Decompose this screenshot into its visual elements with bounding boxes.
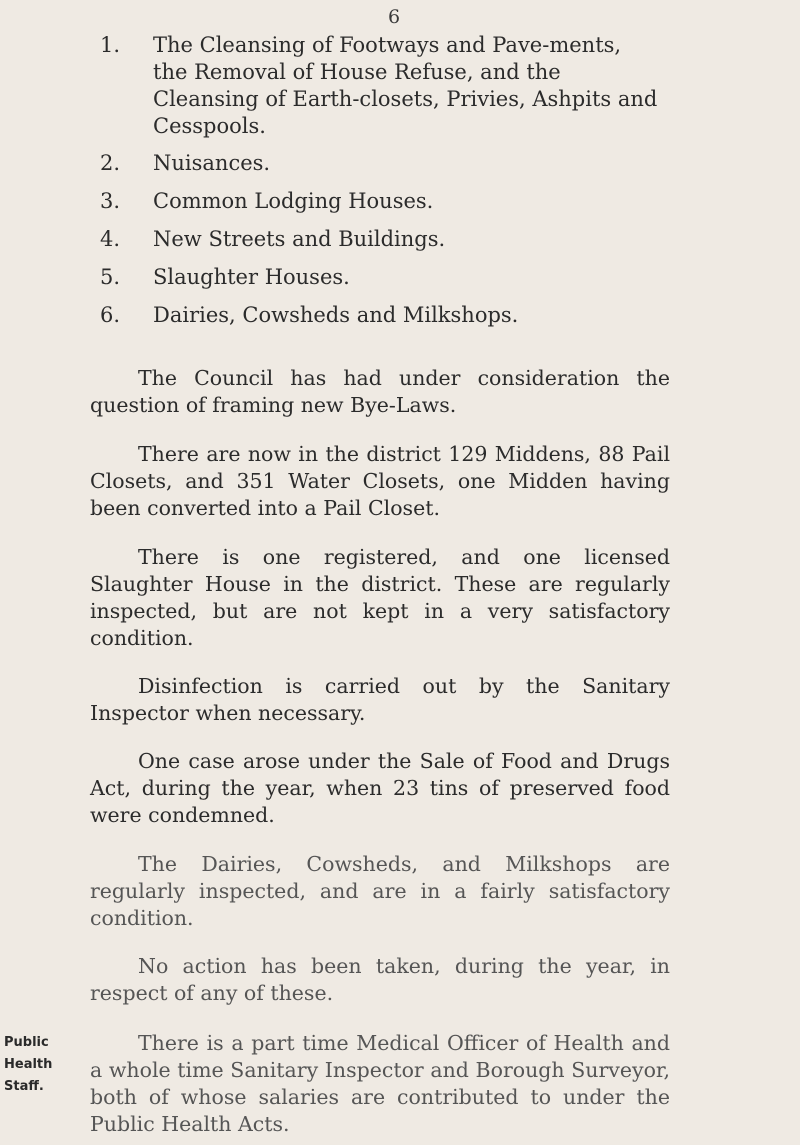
list-item-text: Common Lodging Houses.	[153, 189, 434, 213]
list-item-number: 3.	[100, 189, 121, 213]
list-item-number: 4.	[100, 227, 121, 251]
list-item-number: 5.	[100, 265, 121, 289]
paragraph-slaughter-house: There is one registered, and one licensed Slaughter House in the district. These are regularly inspected, but are not kept in a very satisfactory condition.	[90, 545, 670, 650]
list-item-number: 2.	[100, 151, 121, 175]
paragraph-dairies: The Dairies, Cowsheds, and Milkshops are regularly inspected, and are in a fairly satisfactory condition.	[90, 852, 670, 930]
paragraph-food-drugs: One case arose under the Sale of Food and Drugs Act, during the year, when 23 tins of preserved food were condemned.	[90, 749, 670, 827]
nuisance-topics-list	[100, 32, 660, 340]
list-item-text: Dairies, Cowsheds and Milkshops.	[153, 303, 519, 327]
list-item	[100, 264, 660, 291]
list-item	[100, 226, 660, 253]
list-item-number: 6.	[100, 303, 121, 327]
list-item-number: 1.	[100, 33, 121, 57]
paragraph-middens: There are now in the district 129 Middens, 88 Pail Closets, and 351 Water Closets, one Midden having been converted into a Pail Closet.	[90, 442, 670, 520]
margin-note-line: Public Health	[4, 1035, 53, 1072]
margin-note-public-health-staff	[4, 1032, 84, 1098]
paragraph-no-action: No action has been taken, during the year, in respect of any of these.	[90, 954, 670, 1005]
list-item-text: New Streets and Buildings.	[153, 227, 446, 251]
list-item-text: Nuisances.	[153, 151, 271, 175]
margin-note-line: Staff.	[4, 1079, 44, 1094]
paragraph-disinfection: Disinfection is carried out by the Sanitary Inspector when necessary.	[90, 674, 670, 725]
list-item-text: Slaughter Houses.	[153, 265, 350, 289]
list-item	[100, 32, 660, 140]
list-item	[100, 302, 660, 329]
paragraph-staff: There is a part time Medical Officer of Health and a whole time Sanitary Inspector and Borough Surveyor, both of whose salaries are contributed to under the Public Health Acts.	[90, 1031, 670, 1136]
list-item-text: The Cleansing of Footways and Pave-ments, the Removal of House Refuse, and the Cleansing of Earth-closets, Privies, Ashpits and Cesspools.	[153, 33, 658, 138]
list-item	[100, 188, 660, 215]
page-number: 6	[388, 6, 401, 28]
paragraph-bye-laws: The Council has had under consideration the question of framing new Bye-Laws.	[90, 366, 670, 417]
list-item	[100, 150, 660, 177]
